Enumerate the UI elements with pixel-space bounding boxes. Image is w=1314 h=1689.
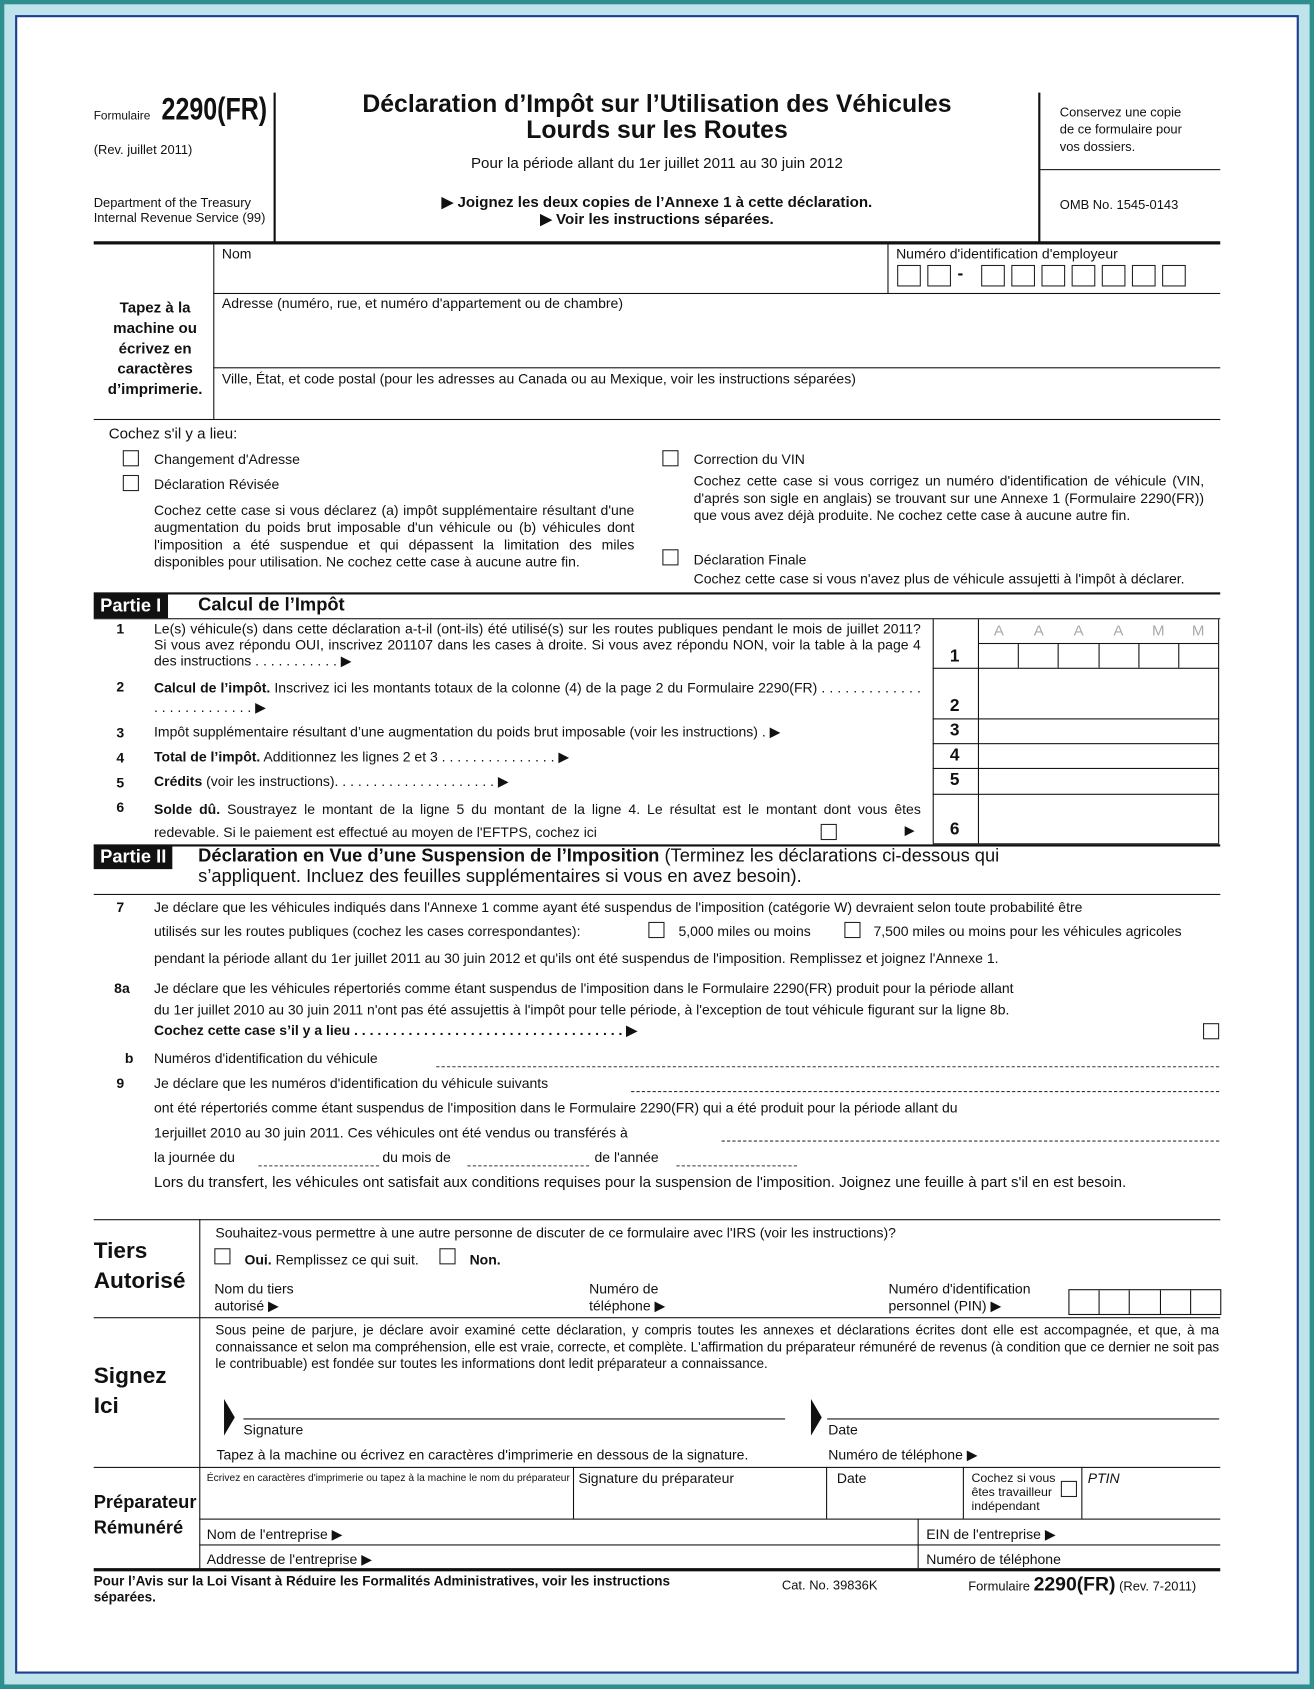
pin-boxes[interactable] bbox=[1068, 1289, 1221, 1315]
date-digit-box[interactable] bbox=[1059, 644, 1099, 668]
line-number: 5 bbox=[116, 774, 125, 791]
name-field[interactable] bbox=[214, 263, 887, 291]
ein-digit-box[interactable] bbox=[981, 265, 1005, 287]
signer-phone-label: Numéro de téléphone ▶ bbox=[828, 1446, 978, 1463]
form-number: 2290(FR) bbox=[161, 92, 268, 128]
day-field[interactable] bbox=[258, 1165, 379, 1166]
divider bbox=[94, 1219, 1221, 1220]
date-digit-box[interactable] bbox=[1019, 644, 1059, 668]
line8b-label: Numéros d'identification du véhicule bbox=[154, 1050, 378, 1067]
line8a-text: Je déclare que les véhicules répertoriés comme étant suspendus de l'imposition dans le Formulaire 2290(FR) produit pour la période allant bbox=[154, 980, 1014, 997]
designee-no-checkbox[interactable] bbox=[439, 1248, 455, 1264]
department: Department of the Treasury bbox=[93, 194, 252, 211]
divider bbox=[199, 1544, 1220, 1545]
heading-line: Autorisé bbox=[93, 1268, 186, 1294]
pin-digit-box[interactable] bbox=[1191, 1290, 1220, 1314]
line8a-text: du 1er juillet 2010 au 30 juin 2011 n'ont pas été assujettis à l'impôt pour telle période, à l'exception de tout véhicule figurant sur la ligne 8b. bbox=[154, 1001, 1010, 1018]
part2-tag: Partie II bbox=[94, 845, 173, 869]
label-line: autorisé ▶ bbox=[214, 1297, 279, 1314]
date-digit-box[interactable] bbox=[1099, 644, 1139, 668]
ein-dash: - bbox=[957, 264, 964, 284]
label-line: téléphone ▶ bbox=[589, 1297, 666, 1314]
line6-bold: Solde dû. bbox=[154, 801, 221, 818]
divider bbox=[573, 1467, 574, 1519]
type-instruction-line: d’imprimerie. bbox=[107, 380, 203, 398]
date-headers bbox=[979, 621, 1218, 638]
line5-rest: (voir les instructions). . . . . . . . . . . . . . . . . . . . . ▶ bbox=[202, 773, 509, 790]
line3-amount-field[interactable] bbox=[979, 719, 1218, 743]
designee-pin-label bbox=[889, 1281, 1031, 1315]
divider bbox=[1218, 619, 1219, 843]
yes-bold: Oui. bbox=[244, 1251, 272, 1268]
line6-text bbox=[154, 798, 921, 843]
line5-text bbox=[154, 773, 921, 790]
date-line[interactable] bbox=[827, 1418, 1219, 1419]
line8a-checkbox[interactable] bbox=[1203, 1023, 1219, 1039]
line4-text bbox=[154, 749, 921, 766]
line9-conditions: Lors du transfert, les véhicules ont satisfait aux conditions requises pour la suspension de l'imposition. Joignez une feuille à part s'il en est besoin. bbox=[154, 1172, 1127, 1191]
line9-text: 1erjuillet 2010 au 30 juin 2011. Ces véhicules ont été vendus ou transférés à bbox=[154, 1124, 628, 1141]
self-employed-label bbox=[971, 1472, 1055, 1514]
amended-return-checkbox[interactable] bbox=[123, 475, 139, 491]
line-number: b bbox=[124, 1050, 134, 1067]
part2-subtitle: (Terminez les déclarations ci-dessous qui bbox=[659, 845, 1000, 866]
designee-question: Souhaitez-vous permettre à une autre personne de discuter de ce formulaire avec l'IRS (voir les instructions)? bbox=[215, 1224, 896, 1241]
label-line: indépendant bbox=[971, 1500, 1040, 1514]
line7-text: Je déclare que les véhicules indiqués dans l'Annexe 1 comme ayant été suspendus de l'imposition (catégorie W) devraient selon toute probabilité être bbox=[154, 899, 1083, 916]
form-label: Formulaire bbox=[968, 1578, 1030, 1594]
pin-digit-box[interactable] bbox=[1161, 1290, 1191, 1314]
divider bbox=[94, 241, 1221, 244]
designee-yes-checkbox[interactable] bbox=[214, 1248, 230, 1264]
month-label: du mois de bbox=[382, 1149, 451, 1166]
label-line: personnel (PIN) ▶ bbox=[888, 1297, 1002, 1314]
line6-amount-field[interactable] bbox=[979, 795, 1218, 842]
designee-name-label bbox=[214, 1281, 293, 1315]
ein-digit-box[interactable] bbox=[1132, 265, 1156, 287]
date-arrow-icon bbox=[811, 1399, 822, 1436]
address-change-label: Changement d'Adresse bbox=[154, 451, 300, 468]
city-label: Ville, État, et code postal (pour les adresses au Canada ou au Mexique, voir les instructions séparées) bbox=[221, 370, 856, 387]
line-box-number: 1 bbox=[949, 647, 960, 666]
part1-title: Calcul de l’Impôt bbox=[198, 594, 345, 615]
divider bbox=[199, 1219, 200, 1569]
date-header: A bbox=[1113, 621, 1124, 639]
address-change-checkbox[interactable] bbox=[123, 450, 139, 466]
line9-text: Je déclare que les numéros d'identification du véhicule suivants bbox=[154, 1074, 549, 1092]
line5-amount-field[interactable] bbox=[979, 769, 1218, 793]
line5-bold: Crédits bbox=[154, 773, 203, 790]
label-line: Cochez si vous bbox=[971, 1472, 1056, 1486]
pin-digit-box[interactable] bbox=[1130, 1290, 1160, 1314]
ein-digit-box[interactable] bbox=[927, 265, 951, 287]
final-return-checkbox[interactable] bbox=[662, 549, 678, 565]
sign-arrow-icon bbox=[224, 1399, 235, 1436]
address-field[interactable] bbox=[214, 314, 1220, 366]
preparer-phone-label: Numéro de téléphone bbox=[926, 1550, 1061, 1568]
type-instruction-line: machine ou bbox=[113, 318, 197, 337]
date-header: A bbox=[1073, 621, 1084, 639]
amended-return-text: Cochez cette case si vous déclarez (a) impôt supplémentaire résultant d'une augmentation du poids brut imposable d'un véhicule ou (b) véhicules dont l'imposition a été suspendue et qui dépassent la limitation des miles disponibles pour utilisation. Ne cochez cette case à aucune autre fin. bbox=[154, 501, 635, 570]
line-box-number: 4 bbox=[949, 746, 960, 765]
perjury-statement: Sous peine de parjure, je déclare avoir examiné cette déclaration, y compris toutes les annexes et déclarations écrites dont elle est accompagnée, et que, à ma connaissance et selon ma compréhension, elle est vraie, correcte, et complète. L'affirmation du préparateur rémunéré de revenus (à condition que ce dernier ne soit pas le contribuable) est fondée sur toutes les informations dont ledit préparateur a connaissance. bbox=[215, 1322, 1220, 1372]
ein-digit-box[interactable] bbox=[1072, 265, 1096, 287]
signature-label: Signature bbox=[243, 1421, 304, 1438]
vin-correction-checkbox[interactable] bbox=[662, 450, 678, 466]
final-return-label: Déclaration Finale bbox=[693, 551, 807, 568]
date-digit-box[interactable] bbox=[979, 644, 1019, 668]
firm-address-label: Addresse de l'entreprise ▶ bbox=[206, 1550, 373, 1568]
type-instruction-line: écrivez en bbox=[118, 339, 192, 357]
ein-digit-box[interactable] bbox=[1102, 265, 1126, 287]
keep-copy: Conservez une copie bbox=[1059, 104, 1182, 120]
revision: (Rev. 7-2011) bbox=[1119, 1578, 1197, 1594]
line3-text: Impôt supplémentaire résultant d’une augmentation du poids brut imposable (voir les instructions) . ▶ bbox=[154, 723, 781, 740]
divider bbox=[213, 367, 1220, 368]
7500-miles-label: 7,500 miles ou moins pour les véhicules agricoles bbox=[873, 922, 1182, 940]
firm-ein-label: EIN de l'entreprise ▶ bbox=[926, 1526, 1056, 1543]
divider bbox=[918, 1519, 919, 1569]
keep-copy: de ce formulaire pour bbox=[1059, 121, 1182, 137]
ein-digit-box[interactable] bbox=[1041, 265, 1065, 287]
line2-bold: Calcul de l’impôt. bbox=[154, 679, 271, 696]
form-number: 2290(FR) bbox=[1033, 1573, 1116, 1596]
ein-digit-box[interactable] bbox=[1162, 265, 1186, 287]
ein-label: Numéro d'identification d'employeur bbox=[896, 245, 1118, 262]
ein-digit-box[interactable] bbox=[897, 265, 921, 287]
part2-subtitle: s’appliquent. Incluez des feuilles supplémentaires si vous en avez besoin). bbox=[198, 865, 802, 887]
5000-miles-label: 5,000 miles ou moins bbox=[678, 922, 811, 940]
pin-digit-box[interactable] bbox=[1100, 1290, 1130, 1314]
line4-rest: Additionnez les lignes 2 et 3 . . . . . . . . . . . . . . . ▶ bbox=[260, 748, 570, 765]
title-line1: Déclaration d’Impôt sur l’Utilisation des Véhicules bbox=[362, 89, 952, 118]
sign-here-heading bbox=[94, 1361, 167, 1421]
preparer-name-label: Écrivez en caractères d'imprimerie ou tapez à la machine le nom du préparateur bbox=[206, 1472, 570, 1485]
line-box-number: 2 bbox=[949, 696, 960, 716]
instruction-see: ▶ Voir les instructions séparées. bbox=[540, 210, 774, 228]
line-number: 3 bbox=[116, 724, 125, 741]
heading-line: Préparateur bbox=[93, 1491, 197, 1513]
part2-title-bold: Déclaration en Vue d’une Suspension de l’Imposition bbox=[198, 845, 660, 866]
designee-no-label: Non. bbox=[469, 1251, 501, 1268]
type-instruction-line: Tapez à la bbox=[119, 298, 191, 316]
ein-field[interactable] bbox=[897, 265, 1192, 287]
heading-line: Ici bbox=[93, 1393, 119, 1419]
line-number: 7 bbox=[116, 899, 125, 916]
line8a-check-text: Cochez cette case s’il y a lieu . . . . . . . . . . . . . . . . . . . . . . . . . . . . . . . . . . . ▶ bbox=[154, 1022, 638, 1039]
line-box-number: 6 bbox=[949, 820, 960, 839]
omb-number: OMB No. 1545-0143 bbox=[1059, 197, 1179, 213]
label-line: Numéro de bbox=[589, 1280, 659, 1297]
check-title: Cochez s'il y a lieu: bbox=[108, 424, 238, 442]
third-party-heading bbox=[94, 1236, 186, 1296]
date-header: M bbox=[1152, 621, 1165, 639]
line-box-number: 5 bbox=[949, 771, 960, 790]
vin-correction-label: Correction du VIN bbox=[693, 451, 805, 468]
preparer-date-label: Date bbox=[836, 1470, 867, 1487]
keep-copy: vos dossiers. bbox=[1059, 138, 1136, 155]
vin-correction-text: Cochez cette case si vous corrigez un numéro d'identification de véhicule (VIN, d'aprés son sigle en anglais) se trouvant sur une Annexe 1 (Formulaire 2290(FR)) que vous avez déjà produite. Ne cochez cette case à aucune autre fin. bbox=[693, 472, 1205, 524]
revision: (Rev. juillet 2011) bbox=[93, 142, 193, 158]
7500-miles-checkbox[interactable] bbox=[844, 922, 860, 938]
arrow-icon: ▶ bbox=[904, 822, 915, 838]
city-field[interactable] bbox=[214, 390, 1220, 418]
divider bbox=[94, 894, 1221, 895]
self-employed-checkbox[interactable] bbox=[1061, 1481, 1077, 1497]
date-label: Date bbox=[828, 1421, 858, 1438]
date-digit-box[interactable] bbox=[1139, 644, 1179, 668]
transferee-field[interactable] bbox=[722, 1141, 1220, 1142]
line2-rest: Inscrivez ici les montants totaux de la colonne (4) de la page 2 du Formulaire 2290(FR) . . . . . . . . . . . . . . . . . . . . . . . . . . ▶ bbox=[154, 679, 921, 716]
line2-text bbox=[154, 679, 921, 718]
amended-return-label: Déclaration Révisée bbox=[154, 476, 280, 493]
date-header: M bbox=[1191, 621, 1205, 639]
part2-title bbox=[198, 845, 999, 867]
line-number: 2 bbox=[116, 678, 125, 695]
line6-rest: Soustrayez le montant de la ligne 5 du montant de la ligne 4. Le résultat est le montant dont vous êtes redevable. Si le paiement est effectué au moyen de l'EFTPS, cochez ici bbox=[154, 801, 921, 841]
line2-amount-field[interactable] bbox=[979, 669, 1218, 717]
designee-yes-label bbox=[244, 1251, 418, 1268]
title-line2: Lourds sur les Routes bbox=[526, 115, 788, 144]
line9-text: ont été répertoriés comme étant suspendus de l'imposition dans le Formulaire 2290(FR) qui a été produit pour la période allant du bbox=[154, 1099, 958, 1116]
divider bbox=[213, 293, 1220, 294]
line4-bold: Total de l’impôt. bbox=[154, 748, 261, 765]
line1-text: Le(s) véhicule(s) dans cette déclaration a-t-il (ont-ils) été utilisé(s) sur les routes publiques pendant le mois de juillet 2011? Si vous avez répondu OUI, inscrivez 201107 dans les cases à droite. Si vous avez répondu NON, voir la table à la page 4 des instructions . . . . . . . . . . . ▶ bbox=[154, 620, 921, 669]
divider bbox=[94, 1317, 1221, 1318]
heading-line: Signez bbox=[93, 1363, 167, 1389]
paperwork-notice: séparées. bbox=[93, 1589, 156, 1605]
divider bbox=[199, 1519, 1220, 1520]
instruction-attach: ▶ Joignez les deux copies de l’Annexe 1 à cette déclaration. bbox=[441, 192, 873, 211]
catalog-number: Cat. No. 39836K bbox=[781, 1577, 878, 1593]
5000-miles-checkbox[interactable] bbox=[648, 922, 664, 938]
address-label: Adresse (numéro, rue, et numéro d'appartement ou de chambre) bbox=[221, 295, 624, 312]
line-box-number: 3 bbox=[949, 721, 960, 740]
divider bbox=[826, 1467, 827, 1519]
heading-line: Tiers bbox=[93, 1238, 148, 1264]
divider bbox=[1038, 93, 1040, 243]
line-number: 8a bbox=[114, 980, 130, 997]
line9-vin-field[interactable] bbox=[631, 1091, 1219, 1092]
type-instruction bbox=[97, 297, 213, 399]
divider bbox=[887, 244, 888, 294]
divider bbox=[1081, 1467, 1082, 1519]
label-line: Numéro d'identification bbox=[888, 1280, 1031, 1297]
label-line: êtes travailleur bbox=[971, 1486, 1053, 1500]
firm-name-label: Nom de l'entreprise ▶ bbox=[206, 1526, 343, 1543]
ein-digit-box[interactable] bbox=[1011, 265, 1035, 287]
divider bbox=[1040, 169, 1220, 170]
name-label: Nom bbox=[221, 245, 252, 262]
final-return-text: Cochez cette case si vous n'avez plus de véhicule assujetti à l'impôt à déclarer. bbox=[693, 570, 1185, 587]
period: Pour la période allant du 1er juillet 2011 au 30 juin 2012 bbox=[471, 154, 843, 172]
day-label: la journée du bbox=[154, 1149, 235, 1166]
vin-list-field[interactable] bbox=[436, 1066, 1219, 1067]
label-line: Nom du tiers bbox=[214, 1280, 294, 1297]
irs: Internal Revenue Service (99) bbox=[93, 210, 266, 226]
ptin-label: PTIN bbox=[1087, 1470, 1120, 1487]
form-label: Formulaire bbox=[93, 109, 151, 123]
preparer-signature-label: Signature du préparateur bbox=[578, 1470, 735, 1487]
date-header: A bbox=[1033, 621, 1044, 639]
designee-phone-label bbox=[589, 1281, 665, 1315]
line7-text: pendant la période allant du 1er juillet 2011 au 30 juin 2012 et qu'ils ont été suspendus de l'imposition. Remplissez et joignez l'Annexe 1. bbox=[154, 949, 999, 967]
heading-line: Rémunéré bbox=[93, 1517, 184, 1538]
footer-form-id bbox=[968, 1575, 1196, 1597]
month-field[interactable] bbox=[467, 1165, 589, 1166]
signature-line[interactable] bbox=[243, 1418, 785, 1419]
line7-text: utilisés sur les routes publiques (cochez les cases correspondantes): bbox=[154, 922, 581, 940]
line4-amount-field[interactable] bbox=[979, 744, 1218, 768]
paperwork-notice: Pour l’Avis sur la Loi Visant à Réduire les Formalités Administratives, voir les instructions bbox=[93, 1573, 671, 1589]
eftps-checkbox[interactable] bbox=[821, 824, 837, 840]
divider bbox=[94, 419, 1221, 420]
divider bbox=[94, 1568, 1221, 1571]
line-number: 1 bbox=[116, 620, 125, 637]
type-instruction-line: caractères bbox=[117, 359, 193, 377]
date-entry-boxes[interactable] bbox=[979, 643, 1218, 668]
print-note: Tapez à la machine ou écrivez en caractères d'imprimerie en dessous de la signature. bbox=[216, 1446, 749, 1463]
date-digit-box[interactable] bbox=[1179, 644, 1218, 668]
divider bbox=[94, 1467, 1221, 1468]
line-number: 6 bbox=[116, 799, 125, 816]
divider bbox=[933, 619, 934, 843]
year-label: de l'année bbox=[594, 1149, 659, 1166]
line-number: 4 bbox=[116, 749, 125, 766]
line-number: 9 bbox=[116, 1074, 125, 1092]
pin-digit-box[interactable] bbox=[1069, 1290, 1099, 1314]
part1-tag: Partie I bbox=[94, 595, 168, 619]
yes-text: Remplissez ce qui suit. bbox=[271, 1251, 419, 1268]
divider bbox=[94, 618, 1221, 619]
preparer-heading bbox=[94, 1489, 197, 1541]
year-field[interactable] bbox=[676, 1165, 797, 1166]
divider bbox=[963, 1467, 964, 1519]
date-header: A bbox=[993, 621, 1004, 639]
